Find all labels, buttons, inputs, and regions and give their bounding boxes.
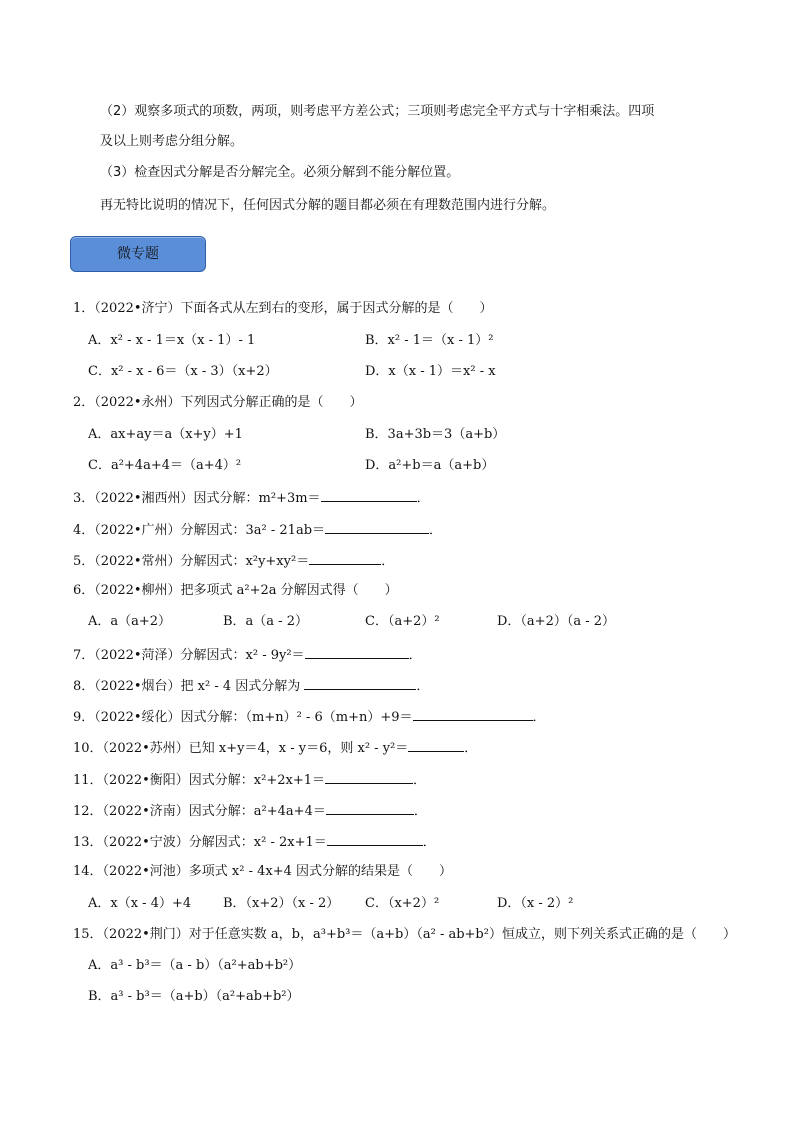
end-dot: ． <box>422 835 436 850</box>
question-8 <box>73 676 429 696</box>
question-2-stem: 2．（2022•永州）下列因式分解正确的是（ ） <box>73 395 363 410</box>
answer-blank[interactable] <box>408 738 464 752</box>
question-2-option-a: A．ax+ay＝a（x+y）+1 <box>88 427 243 442</box>
question-15-stem: 15．（2022•荆门）对于任意实数 a，b，a³+b³＝（a+b）（a² - ab+b²）恒成立，则下列关系式正确的是（ ） <box>73 927 736 942</box>
question-14-option-a: A．x（x - 4）+4 <box>88 896 192 911</box>
answer-blank[interactable] <box>326 801 414 815</box>
answer-blank[interactable] <box>327 832 423 846</box>
end-dot: ． <box>532 710 546 725</box>
end-dot: ． <box>464 741 478 756</box>
question-6-option-c: C．（a+2）² <box>365 614 440 629</box>
question-7 <box>73 645 422 665</box>
question-2-option-c: C．a²+4a+4＝（a+4）² <box>88 458 242 473</box>
question-3-stem: 3．（2022•湘西州）因式分解：m²+3m＝ <box>73 491 321 506</box>
question-6-option-d: D．（a+2）（a - 2） <box>497 614 616 629</box>
question-2-option-d: D．a²+b＝a（a+b） <box>365 458 495 473</box>
question-1-option-b: B．x² - 1＝（x - 1）² <box>365 333 494 348</box>
question-12-stem: 12．（2022•济南）因式分解：a²+4a+4＝ <box>73 804 326 819</box>
end-dot: ． <box>416 491 430 506</box>
answer-blank[interactable] <box>413 707 533 721</box>
question-13 <box>73 832 436 852</box>
question-14-option-d: D．（x - 2）² <box>497 896 574 911</box>
question-5-stem: 5．（2022•常州）分解因式：x²y+xy²＝ <box>73 554 310 569</box>
question-13-stem: 13．（2022•宁波）分解因式：x² - 2x+1＝ <box>73 835 327 850</box>
question-11 <box>73 770 426 790</box>
question-7-stem: 7．（2022•菏泽）分解因式：x² - 9y²＝ <box>73 648 305 663</box>
question-15-option-a: A．a³ - b³＝（a - b）（a²+ab+b²） <box>88 958 302 973</box>
question-12 <box>73 801 427 821</box>
question-6-option-b: B．a（a - 2） <box>223 614 308 629</box>
question-6-option-a: A．a（a+2） <box>88 614 172 629</box>
end-dot: ． <box>381 554 395 569</box>
question-4-stem: 4．（2022•广州）分解因式：3a² - 21ab＝ <box>73 523 326 538</box>
question-14-stem: 14．（2022•河池）多项式 x² - 4x+4 因式分解的结果是（ ） <box>73 864 453 879</box>
answer-blank[interactable] <box>309 551 381 565</box>
answer-blank[interactable] <box>325 520 429 534</box>
question-4 <box>73 520 442 540</box>
intro-line-1: （2）观察多项式的项数，两项，则考虑平方差公式；三项则考虑完全平方式与十字相乘法。四项 <box>100 104 655 119</box>
question-15-option-b: B．a³ - b³＝（a+b）（a²+ab+b²） <box>88 989 300 1004</box>
section-badge: 微专题 <box>70 236 206 272</box>
question-14-option-b: B．（x+2）（x - 2） <box>223 896 340 911</box>
intro-line-4: 再无特比说明的情况下，任何因式分解的题目都必须在有理数范围内进行分解。 <box>100 198 556 213</box>
question-6-stem: 6．（2022•柳州）把多项式 a²+2a 分解因式得（ ） <box>73 583 398 598</box>
intro-line-2: 及以上则考虑分组分解。 <box>100 134 244 149</box>
end-dot: ． <box>416 679 430 694</box>
answer-blank[interactable] <box>305 645 409 659</box>
question-1-option-d: D．x（x - 1）＝x² - x <box>365 364 496 379</box>
question-1-stem: 1．（2022•济宁）下面各式从左到右的变形，属于因式分解的是（ ） <box>73 301 493 316</box>
question-10 <box>73 738 477 758</box>
question-1-option-a: A．x² - x - 1＝x（x - 1）- 1 <box>88 333 256 348</box>
question-2-option-b: B．3a+3b＝3（a+b） <box>365 427 506 442</box>
end-dot: ． <box>413 773 427 788</box>
end-dot: ． <box>408 648 422 663</box>
question-10-stem: 10．（2022•苏州）已知 x+y＝4，x - y＝6，则 x² - y²＝ <box>73 741 409 756</box>
end-dot: ． <box>413 804 427 819</box>
question-5 <box>73 551 394 571</box>
question-9 <box>73 707 546 727</box>
intro-line-3: （3）检查因式分解是否分解完全。必须分解到不能分解位置。 <box>100 165 460 180</box>
question-9-stem: 9．（2022•绥化）因式分解：（m+n）² - 6（m+n）+9＝ <box>73 710 413 725</box>
question-11-stem: 11．（2022•衡阳）因式分解：x²+2x+1＝ <box>73 773 325 788</box>
answer-blank[interactable] <box>304 676 416 690</box>
question-8-stem: 8．（2022•烟台）把 x² - 4 因式分解为 <box>73 679 301 694</box>
end-dot: ． <box>429 523 443 538</box>
question-1-option-c: C．x² - x - 6＝（x - 3）（x+2） <box>88 364 278 379</box>
question-14-option-c: C．（x+2）² <box>365 896 440 911</box>
question-3 <box>73 488 430 508</box>
answer-blank[interactable] <box>325 770 413 784</box>
answer-blank[interactable] <box>321 488 417 502</box>
